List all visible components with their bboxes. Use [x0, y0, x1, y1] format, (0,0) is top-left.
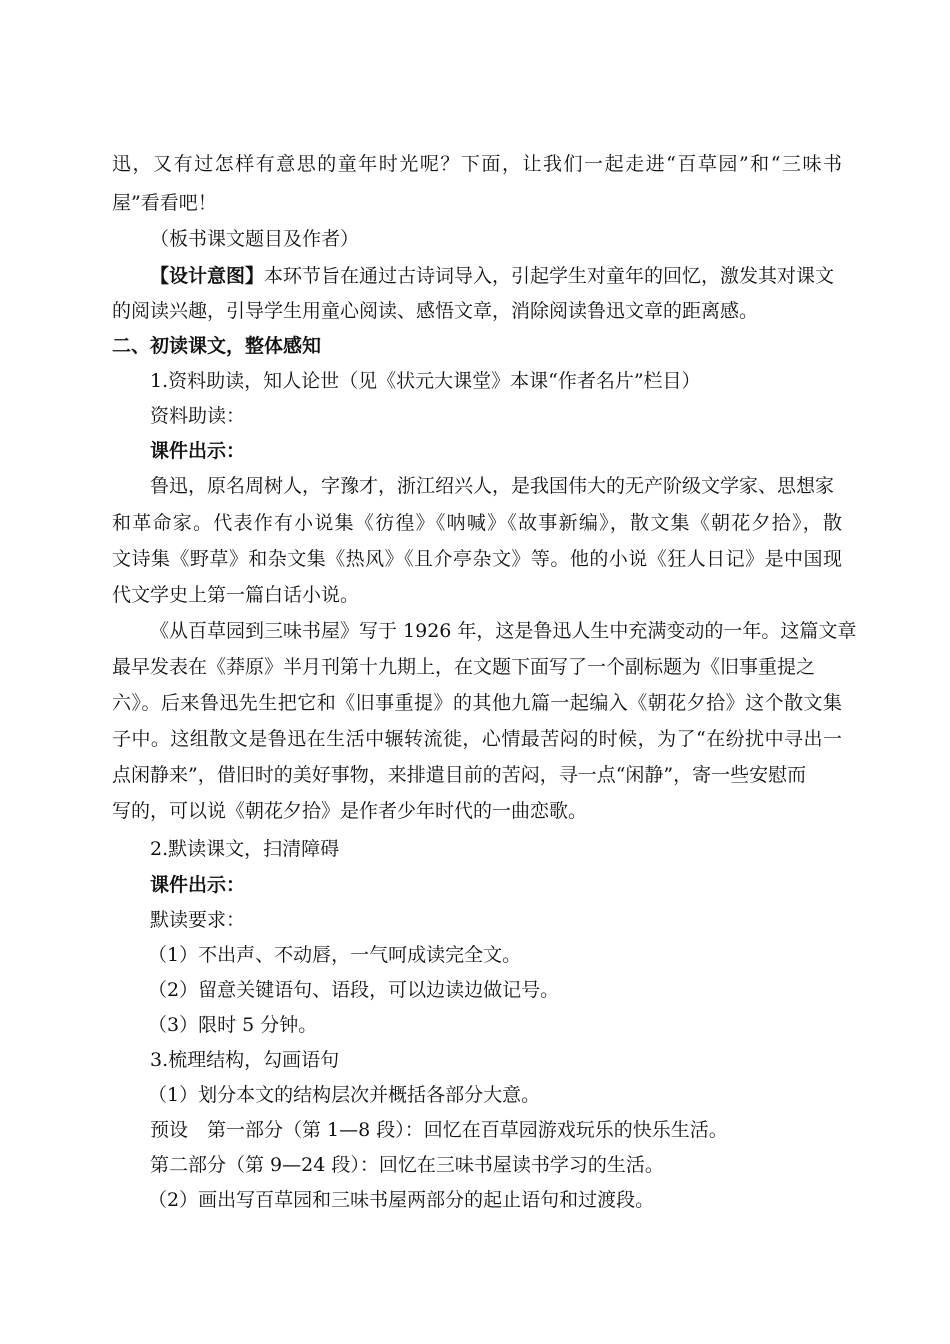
board-note: （板书课文题目及作者） [150, 228, 360, 250]
courseware-label: 课件出示： [150, 874, 246, 896]
paragraph-line: 代文学史上第一篇白话小说。 [112, 584, 360, 606]
preset-answer: 第二部分（第 9—24 段）：回忆在三味书屋读书学习的生活。 [150, 1154, 664, 1176]
paragraph-line: 《从百草园到三味书屋》写于 1926 年，这是鲁迅人生中充满变动的一年。这篇文章 [150, 620, 857, 642]
requirement-item: （1）不出声、不动唇，一气呵成读完全文。 [148, 944, 522, 966]
step-heading: 3.梳理结构，勾画语句 [150, 1049, 340, 1071]
paragraph-line: 和革命家。代表作有小说集《彷徨》《呐喊》《故事新编》，散文集《朝花夕拾》，散 [112, 512, 842, 534]
paragraph-line: 的阅读兴趣，引导学生用童心阅读、感悟文章，消除阅读鲁迅文章的距离感。 [112, 300, 759, 322]
paragraph-line: 文诗集《野草》和杂文集《热风》《且介亭杂文》等。他的小说《狂人日记》是中国现 [112, 548, 842, 570]
paragraph-line: 最早发表在《莽原》半月刊第十九期上，在文题下面写了一个副标题为《旧事重提之 [112, 656, 816, 678]
paragraph-line: 点闲静来”，借旧时的美好事物，来排遣目前的苦闷，寻一点“闲静”，寄一些安慰而 [112, 764, 807, 786]
design-intent-line [150, 264, 834, 288]
design-intent-text: 本环节旨在通过古诗词导入，引起学生对童年的回忆，激发其对课文 [264, 265, 835, 287]
requirement-item: （2）留意关键语句、语段，可以边读边做记号。 [148, 979, 560, 1001]
paragraph-line: 鲁迅，原名周树人，字豫才，浙江绍兴人，是我国伟大的无产阶级文学家、思想家 [150, 475, 835, 497]
requirements-title: 默读要求： [150, 909, 246, 931]
paragraph-line: 子中。这组散文是鲁迅在生活中辗转流徙，心情最苦闷的时候，为了“在纷扰中寻出一 [112, 728, 842, 750]
paragraph-line: 迅，又有过怎样有意思的童年时光呢？下面，让我们一起走进“百草园”和“三味书 [112, 153, 842, 175]
paragraph-line: 写的，可以说《朝花夕拾》是作者少年时代的一曲恋歌。 [112, 800, 588, 822]
question-item: （2）画出写百草园和三味书屋两部分的起止语句和过渡段。 [148, 1189, 655, 1211]
requirement-item: （3）限时 5 分钟。 [148, 1014, 318, 1036]
step-heading: 1.资料助读，知人论世（见《状元大课堂》本课“作者名片”栏目） [150, 370, 701, 392]
courseware-label: 课件出示： [150, 440, 246, 462]
paragraph-line: 屋”看看吧！ [112, 192, 217, 214]
step-subheading: 资料助读： [150, 405, 246, 427]
step-heading: 2.默读课文，扫清障碍 [150, 838, 340, 860]
preset-answer: 预设 第一部分（第 1—8 段）：回忆在百草园游戏玩乐的快乐生活。 [150, 1119, 728, 1141]
section-heading: 二、初读课文，整体感知 [112, 335, 322, 357]
question-item: （1）划分本文的结构层次并概括各部分大意。 [148, 1084, 541, 1106]
paragraph-line: 六》。后来鲁迅先生把它和《旧事重提》的其他九篇一起编入《朝花夕拾》这个散文集 [112, 692, 842, 714]
design-intent-label: 【设计意图】 [150, 265, 265, 287]
